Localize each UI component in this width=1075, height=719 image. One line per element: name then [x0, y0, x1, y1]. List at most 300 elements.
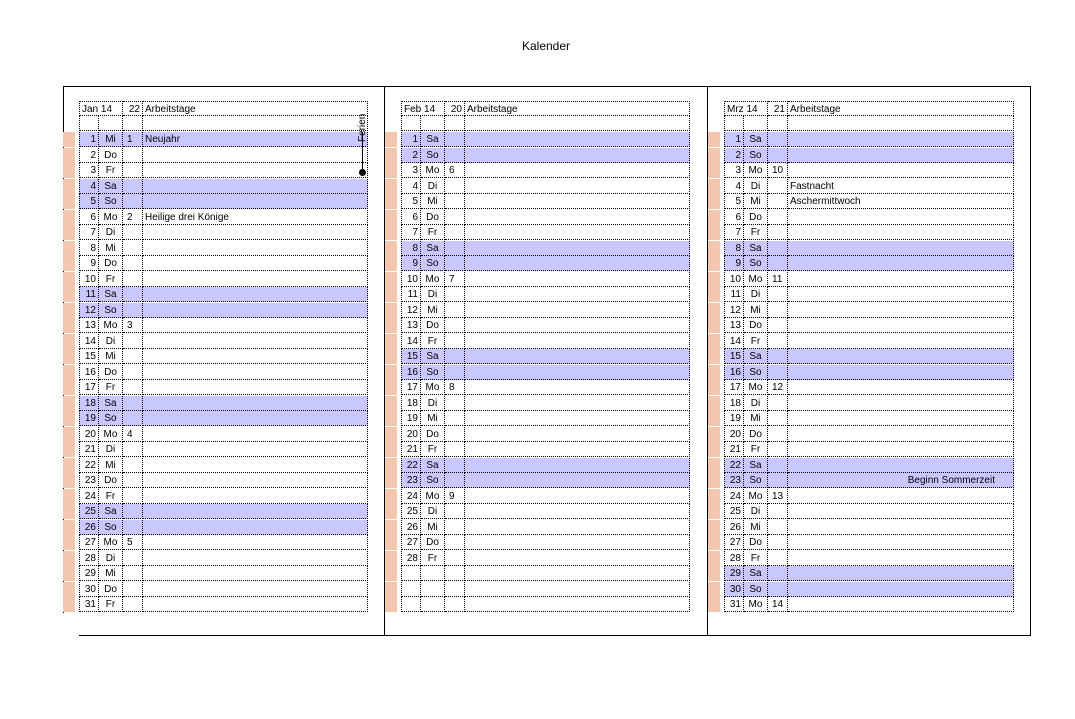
weekday: Sa [744, 566, 768, 581]
day-row [401, 566, 690, 581]
day-number: 6 [401, 210, 421, 225]
day-note [143, 458, 368, 473]
day-row [79, 535, 368, 550]
ferien-bracket-dot [359, 169, 366, 176]
week-number: 3 [123, 318, 143, 333]
day-number: 21 [79, 442, 99, 457]
row-stripe [708, 504, 720, 519]
day-number: 25 [401, 504, 421, 519]
row-stripe [708, 535, 720, 550]
day-number: 22 [724, 458, 744, 473]
weekday: Mi [99, 241, 123, 256]
row-stripe [385, 365, 397, 380]
day-note [788, 318, 1014, 333]
week-number [123, 473, 143, 488]
week-number: 9 [445, 489, 465, 504]
day-note [788, 535, 1014, 550]
day-row [724, 427, 1014, 442]
spacer-cell [99, 116, 123, 131]
weekday: Mo [99, 318, 123, 333]
day-note [465, 210, 690, 225]
day-row [401, 411, 690, 426]
day-note [143, 349, 368, 364]
day-note [465, 334, 690, 349]
day-row [79, 256, 368, 271]
day-number: 14 [724, 334, 744, 349]
day-number: 5 [79, 194, 99, 209]
day-note [143, 411, 368, 426]
day-row [401, 210, 690, 225]
row-stripe [63, 318, 75, 333]
day-number: 8 [79, 241, 99, 256]
week-number: 2 [123, 210, 143, 225]
row-stripe [63, 504, 75, 519]
row-stripe [385, 504, 397, 519]
row-stripe [708, 303, 720, 318]
week-number [445, 566, 465, 581]
row-stripe [385, 520, 397, 535]
weekday: Mo [421, 163, 445, 178]
week-number: 8 [445, 380, 465, 395]
week-number [123, 287, 143, 302]
day-row [401, 597, 690, 612]
day-note [143, 582, 368, 597]
day-number: 15 [401, 349, 421, 364]
week-number [123, 256, 143, 271]
day-row [401, 442, 690, 457]
week-number [768, 349, 788, 364]
row-stripe [385, 411, 397, 426]
day-note [143, 334, 368, 349]
day-note [788, 427, 1014, 442]
day-number: 16 [79, 365, 99, 380]
day-row [724, 380, 1014, 395]
row-stripe [63, 272, 75, 287]
week-number [445, 132, 465, 147]
row-stripe [385, 272, 397, 287]
day-row [724, 318, 1014, 333]
ferien-label: Ferien [357, 113, 368, 142]
week-number [768, 241, 788, 256]
day-note [465, 163, 690, 178]
day-row [401, 473, 690, 488]
day-row [79, 334, 368, 349]
day-note [465, 473, 690, 488]
day-note [465, 349, 690, 364]
day-note: Neujahr [143, 132, 368, 147]
ferien-bracket-line [362, 132, 363, 172]
week-number [445, 473, 465, 488]
weekday: Mo [421, 489, 445, 504]
day-number [401, 597, 421, 612]
weekday: Mi [421, 411, 445, 426]
weekday: So [421, 148, 445, 163]
day-row [79, 442, 368, 457]
spacer-row [724, 116, 1014, 131]
week-number [123, 148, 143, 163]
day-number: 7 [724, 225, 744, 240]
day-note [143, 504, 368, 519]
day-row [401, 241, 690, 256]
day-note [788, 256, 1014, 271]
weekday [421, 582, 445, 597]
day-note [143, 535, 368, 550]
row-stripe [385, 597, 397, 612]
weekday: Mi [744, 520, 768, 535]
day-note [465, 179, 690, 194]
weekday: Do [421, 318, 445, 333]
week-number [768, 318, 788, 333]
row-stripe [385, 334, 397, 349]
day-row [79, 411, 368, 426]
weekday: Mi [99, 458, 123, 473]
day-number: 23 [79, 473, 99, 488]
weekday: So [744, 365, 768, 380]
day-number: 20 [724, 427, 744, 442]
day-note: Aschermittwoch [788, 194, 1014, 209]
weekday: Fr [99, 489, 123, 504]
day-row [401, 396, 690, 411]
weekday: Do [99, 473, 123, 488]
row-stripe [63, 241, 75, 256]
day-note [788, 458, 1014, 473]
row-stripe [63, 225, 75, 240]
day-row [401, 303, 690, 318]
day-note [465, 303, 690, 318]
row-stripe [708, 380, 720, 395]
day-row [401, 535, 690, 550]
day-number: 27 [724, 535, 744, 550]
spacer-row [401, 116, 690, 131]
day-row [724, 303, 1014, 318]
day-number: 16 [724, 365, 744, 380]
day-number: 4 [724, 179, 744, 194]
day-note [465, 442, 690, 457]
day-row [79, 396, 368, 411]
day-note [143, 241, 368, 256]
day-row [724, 179, 1014, 194]
day-note [143, 365, 368, 380]
day-note [465, 458, 690, 473]
row-stripe [708, 411, 720, 426]
day-note: Beginn Sommerzeit [788, 473, 1014, 488]
week-number: 7 [445, 272, 465, 287]
day-number: 27 [79, 535, 99, 550]
day-number: 24 [401, 489, 421, 504]
day-number: 8 [401, 241, 421, 256]
row-stripe [708, 365, 720, 380]
day-number: 26 [79, 520, 99, 535]
week-number [123, 349, 143, 364]
row-stripe [63, 535, 75, 550]
day-note [788, 489, 1014, 504]
day-note [143, 303, 368, 318]
day-note [143, 225, 368, 240]
weekday: Di [421, 504, 445, 519]
day-note [788, 210, 1014, 225]
week-number [768, 334, 788, 349]
row-stripe [63, 349, 75, 364]
day-number: 8 [724, 241, 744, 256]
row-stripe [63, 163, 75, 178]
weekday: Di [744, 504, 768, 519]
day-number: 4 [401, 179, 421, 194]
week-number [445, 287, 465, 302]
week-number [123, 163, 143, 178]
day-number: 25 [724, 504, 744, 519]
week-number: 11 [768, 272, 788, 287]
week-number: 6 [445, 163, 465, 178]
day-note [143, 551, 368, 566]
weekday: Do [421, 535, 445, 550]
day-number: 19 [724, 411, 744, 426]
week-number [768, 148, 788, 163]
row-stripe [63, 473, 75, 488]
row-stripe [385, 473, 397, 488]
row-stripe [708, 179, 720, 194]
weekday: Mi [421, 520, 445, 535]
day-number: 17 [724, 380, 744, 395]
day-note [788, 551, 1014, 566]
weekday: Mi [99, 132, 123, 147]
weekday: Fr [99, 597, 123, 612]
weekday: Sa [744, 241, 768, 256]
day-note [465, 551, 690, 566]
week-number [445, 349, 465, 364]
day-row [724, 411, 1014, 426]
day-number: 2 [79, 148, 99, 163]
row-stripe [708, 225, 720, 240]
week-number [445, 303, 465, 318]
day-note [465, 287, 690, 302]
day-number: 7 [401, 225, 421, 240]
day-row [401, 458, 690, 473]
month-name: Feb 14 [401, 101, 445, 116]
weekday: Fr [421, 334, 445, 349]
row-stripe [385, 396, 397, 411]
weekday: Do [744, 427, 768, 442]
day-number: 3 [724, 163, 744, 178]
weekday: Fr [744, 442, 768, 457]
day-row [724, 442, 1014, 457]
day-number: 5 [401, 194, 421, 209]
row-stripe [63, 287, 75, 302]
week-number [123, 303, 143, 318]
day-row [79, 318, 368, 333]
day-number: 16 [401, 365, 421, 380]
day-row [401, 318, 690, 333]
day-note: Fastnacht [788, 179, 1014, 194]
day-note [143, 380, 368, 395]
week-number [123, 458, 143, 473]
spacer-cell [788, 116, 1014, 131]
weekday: Do [99, 582, 123, 597]
page-title: Kalender [521, 39, 571, 53]
workdays-count: 21 [768, 101, 788, 116]
month-header [79, 101, 368, 116]
week-number [123, 566, 143, 581]
week-number [768, 365, 788, 380]
weekday: Mo [99, 210, 123, 225]
day-number: 12 [724, 303, 744, 318]
weekday: Di [99, 334, 123, 349]
weekday: Do [99, 365, 123, 380]
week-number [445, 582, 465, 597]
week-number [445, 442, 465, 457]
workdays-label: Arbeitstage [143, 101, 368, 116]
week-number [768, 582, 788, 597]
week-number [445, 256, 465, 271]
day-note [143, 272, 368, 287]
weekday: Di [744, 179, 768, 194]
week-number [768, 458, 788, 473]
day-row [79, 241, 368, 256]
day-row [724, 210, 1014, 225]
week-number [123, 179, 143, 194]
day-row [401, 582, 690, 597]
weekday: So [99, 411, 123, 426]
day-row [724, 551, 1014, 566]
week-number [445, 411, 465, 426]
weekday: Fr [421, 442, 445, 457]
week-number [445, 225, 465, 240]
day-note [143, 489, 368, 504]
day-number: 15 [79, 349, 99, 364]
weekday: So [744, 148, 768, 163]
day-row [724, 504, 1014, 519]
weekday: Sa [99, 504, 123, 519]
week-number: 13 [768, 489, 788, 504]
row-stripe [708, 458, 720, 473]
row-stripe [63, 179, 75, 194]
day-number: 10 [401, 272, 421, 287]
day-row [79, 597, 368, 612]
day-number: 28 [724, 551, 744, 566]
row-stripe [385, 163, 397, 178]
weekday: Fr [99, 380, 123, 395]
month-header [401, 101, 690, 116]
day-row [401, 334, 690, 349]
row-stripe [63, 396, 75, 411]
day-number: 15 [724, 349, 744, 364]
day-number: 23 [401, 473, 421, 488]
week-number [768, 473, 788, 488]
day-number: 13 [79, 318, 99, 333]
weekday: Fr [99, 272, 123, 287]
workdays-count: 22 [123, 101, 143, 116]
week-number [123, 241, 143, 256]
week-number [445, 194, 465, 209]
week-number [445, 179, 465, 194]
weekday: So [99, 303, 123, 318]
weekday: Di [744, 396, 768, 411]
day-number: 2 [401, 148, 421, 163]
weekday: Fr [421, 551, 445, 566]
day-row [724, 520, 1014, 535]
weekday: Sa [99, 287, 123, 302]
day-note [788, 396, 1014, 411]
day-row [79, 489, 368, 504]
day-row [79, 210, 368, 225]
day-number: 31 [724, 597, 744, 612]
row-stripe [385, 551, 397, 566]
day-number: 30 [79, 582, 99, 597]
weekday: Fr [744, 225, 768, 240]
spacer-cell [79, 116, 99, 131]
day-row [724, 582, 1014, 597]
day-note [788, 272, 1014, 287]
day-number: 28 [79, 551, 99, 566]
spacer-cell [744, 116, 768, 131]
day-row [79, 582, 368, 597]
day-row [401, 272, 690, 287]
week-number [123, 225, 143, 240]
row-stripe [385, 318, 397, 333]
week-number [123, 489, 143, 504]
spacer-cell [768, 116, 788, 131]
weekday: Sa [421, 132, 445, 147]
day-note [788, 597, 1014, 612]
day-row [724, 287, 1014, 302]
day-number: 18 [79, 396, 99, 411]
row-stripe [63, 489, 75, 504]
weekday: Do [421, 210, 445, 225]
day-row [79, 272, 368, 287]
weekday: Mo [421, 380, 445, 395]
row-stripe [63, 380, 75, 395]
row-stripe [385, 489, 397, 504]
day-row [724, 194, 1014, 209]
day-number: 14 [401, 334, 421, 349]
weekday: So [421, 365, 445, 380]
day-note [465, 396, 690, 411]
week-number [768, 411, 788, 426]
row-stripe [708, 597, 720, 612]
day-number: 24 [724, 489, 744, 504]
week-number [445, 318, 465, 333]
row-stripe [708, 427, 720, 442]
spacer-cell [401, 116, 421, 131]
month-header [724, 101, 1014, 116]
row-stripe [708, 256, 720, 271]
week-number [123, 504, 143, 519]
day-number [401, 582, 421, 597]
row-stripe [63, 551, 75, 566]
day-note [788, 225, 1014, 240]
weekday: Sa [421, 241, 445, 256]
week-number [768, 179, 788, 194]
day-number: 4 [79, 179, 99, 194]
day-row [79, 148, 368, 163]
weekday: Fr [744, 334, 768, 349]
row-stripe [63, 427, 75, 442]
weekday: Mo [744, 163, 768, 178]
day-number: 10 [724, 272, 744, 287]
day-note [788, 520, 1014, 535]
day-number: 1 [724, 132, 744, 147]
day-row [79, 427, 368, 442]
week-number [768, 396, 788, 411]
day-note [788, 334, 1014, 349]
day-row [724, 489, 1014, 504]
weekday: So [99, 520, 123, 535]
day-row [401, 132, 690, 147]
day-row [401, 427, 690, 442]
week-number [768, 194, 788, 209]
week-number [768, 551, 788, 566]
workdays-label: Arbeitstage [788, 101, 1014, 116]
day-note [143, 194, 368, 209]
